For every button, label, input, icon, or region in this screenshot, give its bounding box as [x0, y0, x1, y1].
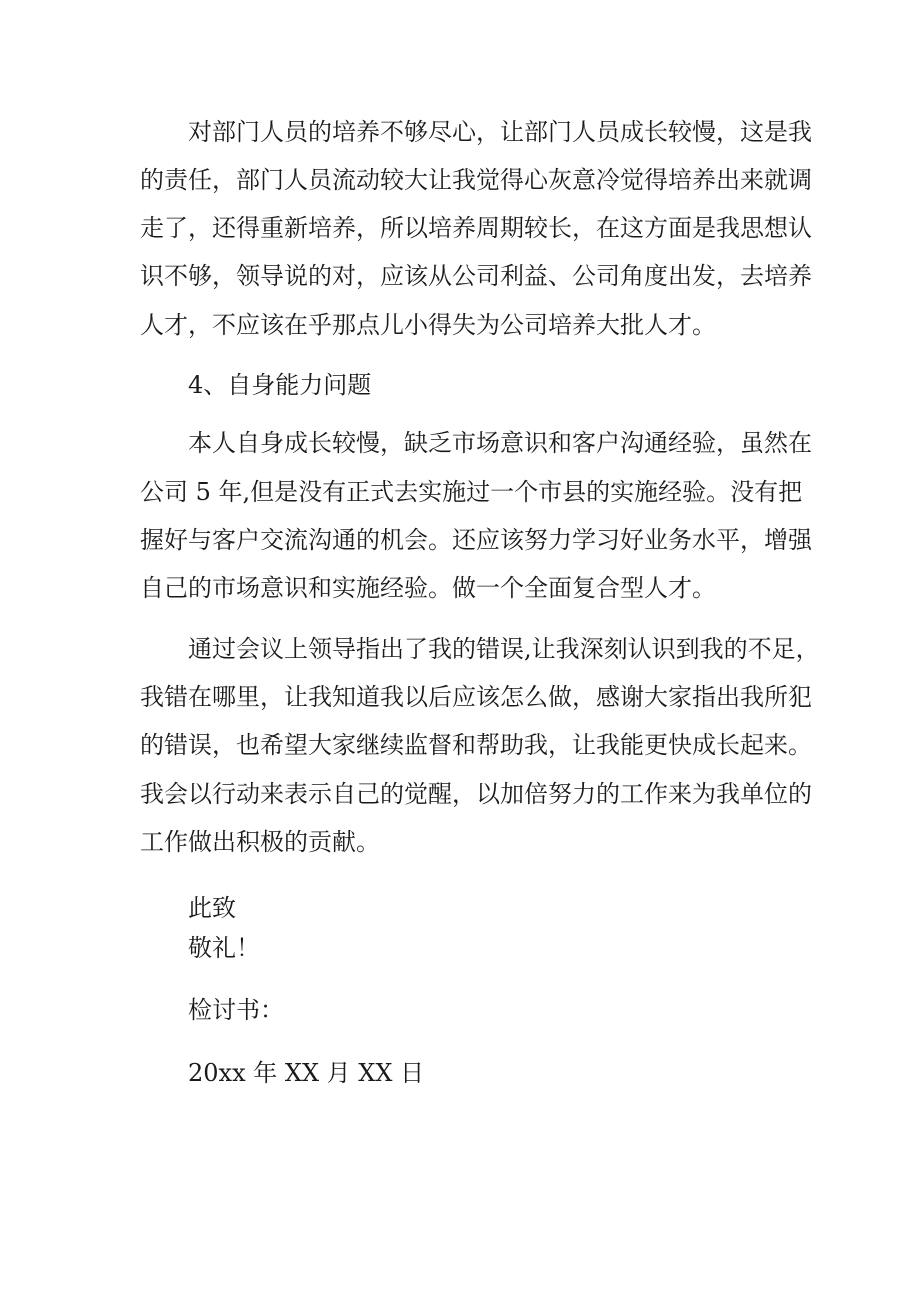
paragraph3-line: 我会以行动来表示自己的觉醒，以加倍努力的工作来为我单位的 [140, 780, 812, 808]
paragraph2-line: 本人自身成长较慢，缺乏市场意识和客户沟通经验，虽然在 [188, 429, 812, 457]
paragraph1-line: 走了，还得重新培养，所以培养周期较长，在这方面是我思想认 [140, 214, 812, 242]
paragraph1-line: 人才，不应该在乎那点儿小得失为公司培养大批人才。 [140, 311, 716, 339]
closing-salutation: 此致 [188, 894, 236, 922]
paragraph1-line: 识不够，领导说的对，应该从公司利益、公司角度出发，去培养 [140, 262, 812, 290]
paragraph3-line: 通过会议上领导指出了我的错误,让我深刻认识到我的不足， [188, 635, 820, 663]
paragraph3-line: 工作做出积极的贡献。 [140, 828, 380, 856]
paragraph1-line: 对部门人员的培养不够尽心，让部门人员成长较慢，这是我 [188, 118, 812, 146]
paragraph3-line: 我错在哪里，让我知道我以后应该怎么做，感谢大家指出我所犯 [140, 683, 812, 711]
paragraph2-line: 自己的市场意识和实施经验。做一个全面复合型人才。 [140, 574, 716, 602]
paragraph2-line: 握好与客户交流沟通的机会。还应该努力学习好业务水平，增强 [140, 526, 812, 554]
closing-regards: 敬礼！ [188, 934, 260, 962]
document-date: 20xx 年 XX 月 XX 日 [188, 1059, 425, 1087]
paragraph1-line: 的责任，部门人员流动较大让我觉得心灰意冷觉得培养出来就调 [140, 166, 812, 194]
section-heading: 4、自身能力问题 [188, 371, 372, 399]
paragraph3-line: 的错误，也希望大家继续监督和帮助我，让我能更快成长起来。 [140, 731, 812, 759]
signature-label: 检讨书： [188, 996, 284, 1024]
paragraph2-line: 公司 5 年,但是没有正式去实施过一个市县的实施经验。没有把 [140, 478, 803, 506]
